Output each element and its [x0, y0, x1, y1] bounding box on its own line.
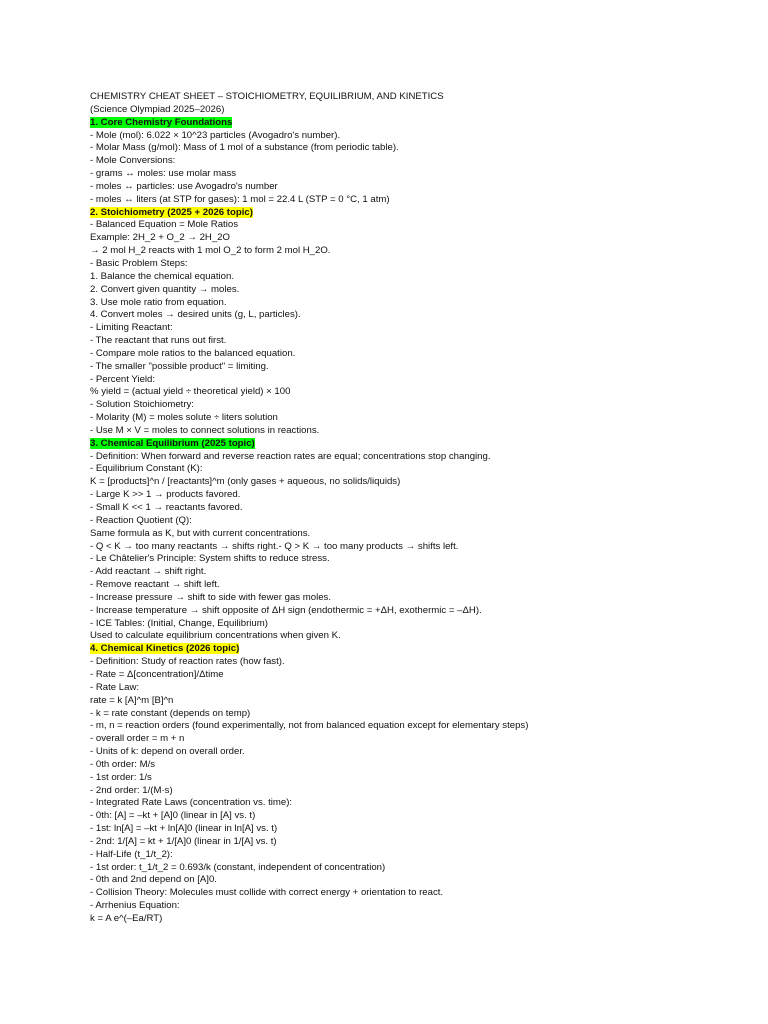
text-line: - moles ↔ particles: use Avogadro's number: [90, 180, 278, 192]
text-line: - Definition: When forward and reverse reaction rates are equal; concentrations stop changing.: [90, 450, 491, 462]
text-line: - The smaller "possible product" = limiting.: [90, 360, 269, 372]
section-heading: [90, 438, 730, 451]
text-line: Used to calculate equilibrium concentrations when given K.: [90, 630, 341, 642]
text-line: k = A e^(–Ea/RT): [90, 913, 163, 924]
text-line: - Integrated Rate Laws (concentration vs. time):: [90, 797, 293, 809]
text-line: - Units of k: depend on overall order.: [90, 746, 245, 758]
text-line: - Half-Life (t_1/t_2):: [90, 848, 173, 860]
text-line: - k = rate constant (depends on temp): [90, 707, 251, 719]
text-line: - Reaction Quotient (Q):: [90, 514, 192, 526]
text-line: 4. Convert moles → desired units (g, L, particles).: [90, 309, 301, 321]
text-line: - Solution Stoichiometry:: [90, 399, 194, 411]
text-line: - Definition: Study of reaction rates (how fast).: [90, 656, 285, 668]
section-heading: [90, 643, 730, 656]
text-line: - 0th order: M/s: [90, 758, 156, 770]
text-line: - Increase pressure → shift to side with fewer gas moles.: [90, 591, 332, 603]
text-line: - 1st order: 1/s: [90, 771, 152, 783]
text-line: - Collision Theory: Molecules must collide with correct energy + orientation to react.: [90, 887, 444, 899]
text-line: - overall order = m + n: [90, 733, 185, 745]
text-line: - 1st order: t_1/t_2 = 0.693/k (constant, independent of concentration): [90, 861, 386, 873]
section-heading: [90, 207, 730, 220]
text-line: - Equilibrium Constant (K):: [90, 463, 203, 475]
text-line: 2. Convert given quantity → moles.: [90, 283, 240, 295]
text-line: - 0th: [A] = –kt + [A]0 (linear in [A] vs. t): [90, 810, 256, 822]
text-line: - Add reactant → shift right.: [90, 566, 207, 578]
text-line: - The reactant that runs out first.: [90, 335, 227, 347]
section-heading-text: 4. Chemical Kinetics (2026 topic): [90, 643, 240, 655]
text-line: % yield = (actual yield ÷ theoretical yield) × 100: [90, 386, 291, 398]
section-heading-text: 2. Stoichiometry (2025 + 2026 topic): [90, 206, 253, 218]
text-line: - Rate = Δ[concentration]/Δtime: [90, 668, 224, 680]
text-line: - Balanced Equation = Mole Ratios: [90, 219, 238, 231]
text-line: - moles ↔ liters (at STP for gases): 1 mol = 22.4 L (STP = 0 °C, 1 atm): [90, 193, 390, 205]
text-line: - 2nd order: 1/(M·s): [90, 784, 173, 796]
text-line: - Percent Yield:: [90, 373, 156, 385]
text-line: - Rate Law:: [90, 681, 140, 693]
section-heading-text: 1. Core Chemistry Foundations: [90, 116, 233, 128]
text-line: - Small K << 1 → reactants favored.: [90, 502, 243, 513]
document-subtitle: (Science Olympiad 2025–2026): [90, 103, 225, 115]
text-line: - 2nd: 1/[A] = kt + 1/[A]0 (linear in 1/[A] vs. t): [90, 835, 277, 847]
text-line: K = [products]^n / [reactants]^m (only gases + aqueous, no solids/liquids): [90, 476, 401, 488]
text-line: - Arrhenius Equation:: [90, 900, 180, 912]
text-line: - Large K >> 1 → products favored.: [90, 489, 241, 501]
text-line: - Molarity (M) = moles solute ÷ liters solution: [90, 412, 278, 424]
text-line: 1. Balance the chemical equation.: [90, 270, 234, 282]
text-line: - Limiting Reactant:: [90, 322, 173, 334]
text-line: rate = k [A]^m [B]^n: [90, 694, 174, 706]
text-line: - Mole (mol): 6.022 × 10^23 particles (Avogadro's number).: [90, 129, 341, 141]
text-line: - Molar Mass (g/mol): Mass of 1 mol of a substance (from periodic table).: [90, 142, 399, 154]
document-title: CHEMISTRY CHEAT SHEET – STOICHIOMETRY, EQUILIBRIUM, AND KINETICS: [90, 91, 444, 102]
text-line: - m, n = reaction orders (found experimentally, not from balanced equation except for elementary steps): [90, 720, 529, 732]
text-line: 3. Use mole ratio from equation.: [90, 296, 227, 308]
text-line: → 2 mol H_2 reacts with 1 mol O_2 to form 2 mol H_2O.: [90, 245, 331, 257]
text-line: - 1st: ln[A] = –kt + ln[A]0 (linear in ln[A] vs. t): [90, 823, 278, 835]
text-line: - Use M × V = moles to connect solutions in reactions.: [90, 424, 320, 436]
text-line: - Mole Conversions:: [90, 155, 176, 167]
text-line: - Basic Problem Steps:: [90, 257, 188, 269]
section-heading: [90, 117, 730, 130]
document-body: [90, 91, 730, 926]
text-line: - Compare mole ratios to the balanced equation.: [90, 347, 296, 359]
text-line: Same formula as K, but with current concentrations.: [90, 527, 311, 539]
text-line: - Q < K → too many reactants → shifts right.- Q > K → too many products → shifts left.: [90, 540, 459, 552]
text-line: - Le Châtelier's Principle: System shifts to reduce stress.: [90, 553, 330, 565]
text-line: - grams ↔ moles: use molar mass: [90, 168, 237, 180]
text-line: - Remove reactant → shift left.: [90, 579, 220, 591]
section-heading-text: 3. Chemical Equilibrium (2025 topic): [90, 437, 255, 449]
text-line: - 0th and 2nd depend on [A]0.: [90, 874, 217, 886]
text-line: Example: 2H_2 + O_2 → 2H_2O: [90, 232, 230, 244]
text-line: - Increase temperature → shift opposite of ΔH sign (endothermic = +ΔH, exothermic = –ΔH).: [90, 604, 482, 616]
text-line: - ICE Tables: (Initial, Change, Equilibrium): [90, 617, 268, 629]
